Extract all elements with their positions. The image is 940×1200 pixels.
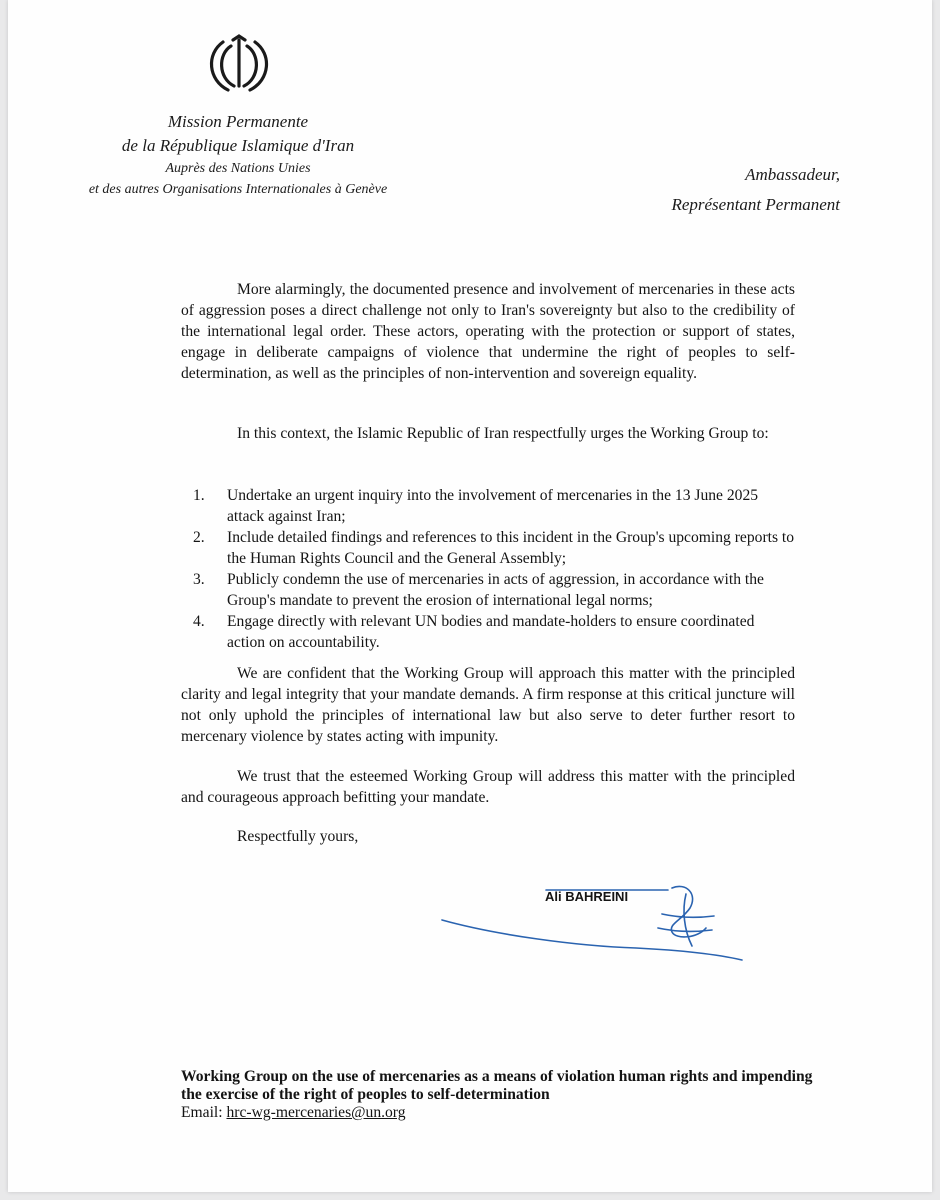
paragraph-3: We are confident that the Working Group will approach this matter with the principled clarity and legal integrity that your mandate demands. A firm response at this critical juncture will not only uphold the principles of international law but also serve to deter further resort to mercenary violence by states acting with impunity.: [181, 665, 795, 745]
paragraph-4: We trust that the esteemed Working Group will address this matter with the principled and courageous approach befitting your mandate.: [181, 768, 795, 806]
iran-emblem-icon: [204, 34, 274, 94]
email-link[interactable]: hrc-wg-mercenaries@un.org: [226, 1104, 406, 1121]
email-line: [181, 1104, 821, 1122]
representative-title: Représentant Permanent: [671, 195, 840, 214]
working-group-name: Working Group on the use of mercenaries as a means of violation human rights and impending the exercise of the right of peoples to self-determination: [181, 1068, 813, 1103]
ambassador-title: Ambassadeur,: [745, 165, 840, 184]
list-item: 3. Publicly condemn the use of mercenaries in acts of aggression, in accordance with the Group's mandate to prevent the erosion of international legal norms;: [193, 571, 764, 609]
mission-un: Auprès des Nations Unies: [165, 161, 311, 176]
recipient-block: [181, 1068, 821, 1122]
signer-name: Ali BAHREINI: [545, 889, 629, 904]
mission-country: de la République Islamique d'Iran: [121, 136, 355, 155]
email-label: Email:: [181, 1104, 223, 1121]
paragraph-2: In this context, the Islamic Republic of Iran respectfully urges the Working Group to:: [237, 425, 769, 442]
list-item: 1. Undertake an urgent inquiry into the involvement of mercenaries in the 13 June 2025 attack against Iran;: [193, 487, 759, 525]
mission-organisations: et des autres Organisations Internationales à Genève: [88, 182, 388, 197]
list-item: 2. Include detailed findings and references to this incident in the Group's upcoming reports to the Human Rights Council and the General Assembly;: [193, 529, 795, 567]
mission-header: [8, 110, 468, 200]
list-item: 4. Engage directly with relevant UN bodies and mandate-holders to ensure coordinated action on accountability.: [193, 613, 755, 651]
closing-salutation: Respectfully yours,: [237, 828, 359, 845]
mission-title: Mission Permanente: [167, 112, 309, 131]
request-list: [181, 485, 795, 653]
paragraph-1: More alarmingly, the documented presence and involvement of mercenaries in these acts of aggression poses a direct challenge not only to Iran's sovereignty but also to the credibility of the international legal order. These actors, operating with the protection or support of states, engage in deliberate campaigns of violence that undermine the right of peoples to self-determination, as well as the principles of non-intervention and sovereign equality.: [181, 281, 795, 382]
ambassador-header: [671, 160, 840, 220]
letter-page: [8, 0, 932, 1192]
